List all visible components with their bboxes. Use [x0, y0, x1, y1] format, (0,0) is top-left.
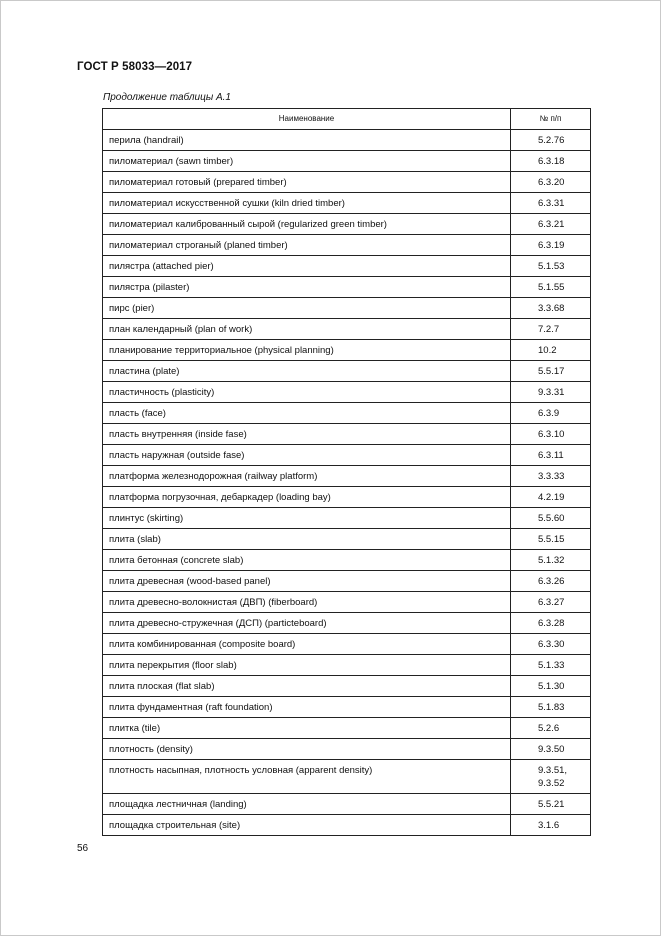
table-row [103, 130, 591, 151]
term-number: 5.5.21 [511, 794, 591, 815]
term-number: 5.5.17 [511, 361, 591, 382]
term-name: плита фундаментная (raft foundation) [103, 697, 511, 718]
term-number: 6.3.26 [511, 571, 591, 592]
table-header-row [103, 109, 591, 130]
table-row [103, 298, 591, 319]
term-number: 3.3.68 [511, 298, 591, 319]
term-number: 6.3.18 [511, 151, 591, 172]
term-name: плита плоская (flat slab) [103, 676, 511, 697]
term-name: план календарный (plan of work) [103, 319, 511, 340]
term-number: 6.3.31 [511, 193, 591, 214]
term-number: 7.2.7 [511, 319, 591, 340]
table-row [103, 172, 591, 193]
table-row [103, 634, 591, 655]
table-row [103, 655, 591, 676]
term-name: платформа железнодорожная (railway platform) [103, 466, 511, 487]
term-number: 5.5.15 [511, 529, 591, 550]
term-number: 5.2.6 [511, 718, 591, 739]
table-row [103, 151, 591, 172]
table-row [103, 319, 591, 340]
term-number: 3.3.33 [511, 466, 591, 487]
term-name: плотность насыпная, плотность условная (apparent density) [103, 760, 511, 794]
table-row [103, 466, 591, 487]
term-name: пиломатериал (sawn timber) [103, 151, 511, 172]
term-name: пластичность (plasticity) [103, 382, 511, 403]
table-row [103, 592, 591, 613]
term-number: 5.1.83 [511, 697, 591, 718]
term-name: пластина (plate) [103, 361, 511, 382]
table-row [103, 815, 591, 836]
table-row [103, 256, 591, 277]
table-body [103, 130, 591, 836]
table-row [103, 739, 591, 760]
table-caption: Продолжение таблицы А.1 [103, 92, 231, 103]
terms-table [102, 108, 591, 836]
term-number: 5.1.30 [511, 676, 591, 697]
table-row [103, 718, 591, 739]
table-row [103, 676, 591, 697]
term-number: 4.2.19 [511, 487, 591, 508]
term-name: пласть внутренняя (inside fase) [103, 424, 511, 445]
term-name: пласть (face) [103, 403, 511, 424]
table-row [103, 613, 591, 634]
table-row [103, 697, 591, 718]
term-number: 6.3.9 [511, 403, 591, 424]
column-header-name: Наименование [103, 109, 511, 130]
term-name: площадка лестничная (landing) [103, 794, 511, 815]
term-name: площадка строительная (site) [103, 815, 511, 836]
term-number: 5.1.33 [511, 655, 591, 676]
term-number: 6.3.21 [511, 214, 591, 235]
term-number: 5.2.76 [511, 130, 591, 151]
term-name: платформа погрузочная, дебаркадер (loading bay) [103, 487, 511, 508]
term-number: 6.3.10 [511, 424, 591, 445]
table-row [103, 508, 591, 529]
table-row [103, 571, 591, 592]
term-number: 6.3.28 [511, 613, 591, 634]
table-row [103, 529, 591, 550]
table-row [103, 550, 591, 571]
term-name: пиломатериал строганый (planed timber) [103, 235, 511, 256]
term-number: 6.3.11 [511, 445, 591, 466]
term-name: пиломатериал искусственной сушки (kiln dried timber) [103, 193, 511, 214]
table-row [103, 424, 591, 445]
table-row [103, 340, 591, 361]
page-number: 56 [77, 843, 89, 854]
table-row [103, 193, 591, 214]
term-name: плита древесно-волокнистая (ДВП) (fiberboard) [103, 592, 511, 613]
table-row [103, 487, 591, 508]
term-number: 9.3.51, 9.3.52 [511, 760, 591, 794]
term-name: пиломатериал калиброванный сырой (regularized green timber) [103, 214, 511, 235]
table-row [103, 794, 591, 815]
table-row [103, 235, 591, 256]
term-name: перила (handrail) [103, 130, 511, 151]
term-number: 5.5.60 [511, 508, 591, 529]
term-number: 6.3.27 [511, 592, 591, 613]
term-name: плотность (density) [103, 739, 511, 760]
table-row [103, 382, 591, 403]
standard-title: ГОСТ Р 58033—2017 [77, 61, 193, 73]
table-row [103, 760, 591, 794]
term-name: плита (slab) [103, 529, 511, 550]
table-row [103, 445, 591, 466]
table-row [103, 403, 591, 424]
term-number: 5.1.53 [511, 256, 591, 277]
term-name: плинтус (skirting) [103, 508, 511, 529]
term-name: пласть наружная (outside fase) [103, 445, 511, 466]
term-name: плита бетонная (concrete slab) [103, 550, 511, 571]
term-number: 6.3.20 [511, 172, 591, 193]
table-row [103, 277, 591, 298]
term-name: плита перекрытия (floor slab) [103, 655, 511, 676]
term-number: 3.1.6 [511, 815, 591, 836]
term-number: 9.3.31 [511, 382, 591, 403]
table-row [103, 361, 591, 382]
term-name: пилястра (pilaster) [103, 277, 511, 298]
term-name: плита древесная (wood-based panel) [103, 571, 511, 592]
term-number: 5.1.55 [511, 277, 591, 298]
term-number: 9.3.50 [511, 739, 591, 760]
term-name: плита древесно-стружечная (ДСП) (particteboard) [103, 613, 511, 634]
term-name: планирование территориальное (physical planning) [103, 340, 511, 361]
term-number: 5.1.32 [511, 550, 591, 571]
term-number: 6.3.19 [511, 235, 591, 256]
term-name: плитка (tile) [103, 718, 511, 739]
term-name: пилястра (attached pier) [103, 256, 511, 277]
term-name: плита комбинированная (composite board) [103, 634, 511, 655]
term-name: пирс (pier) [103, 298, 511, 319]
table-row [103, 214, 591, 235]
term-number: 10.2 [511, 340, 591, 361]
term-number: 6.3.30 [511, 634, 591, 655]
term-name: пиломатериал готовый (prepared timber) [103, 172, 511, 193]
column-header-number: № п/п [511, 109, 591, 130]
